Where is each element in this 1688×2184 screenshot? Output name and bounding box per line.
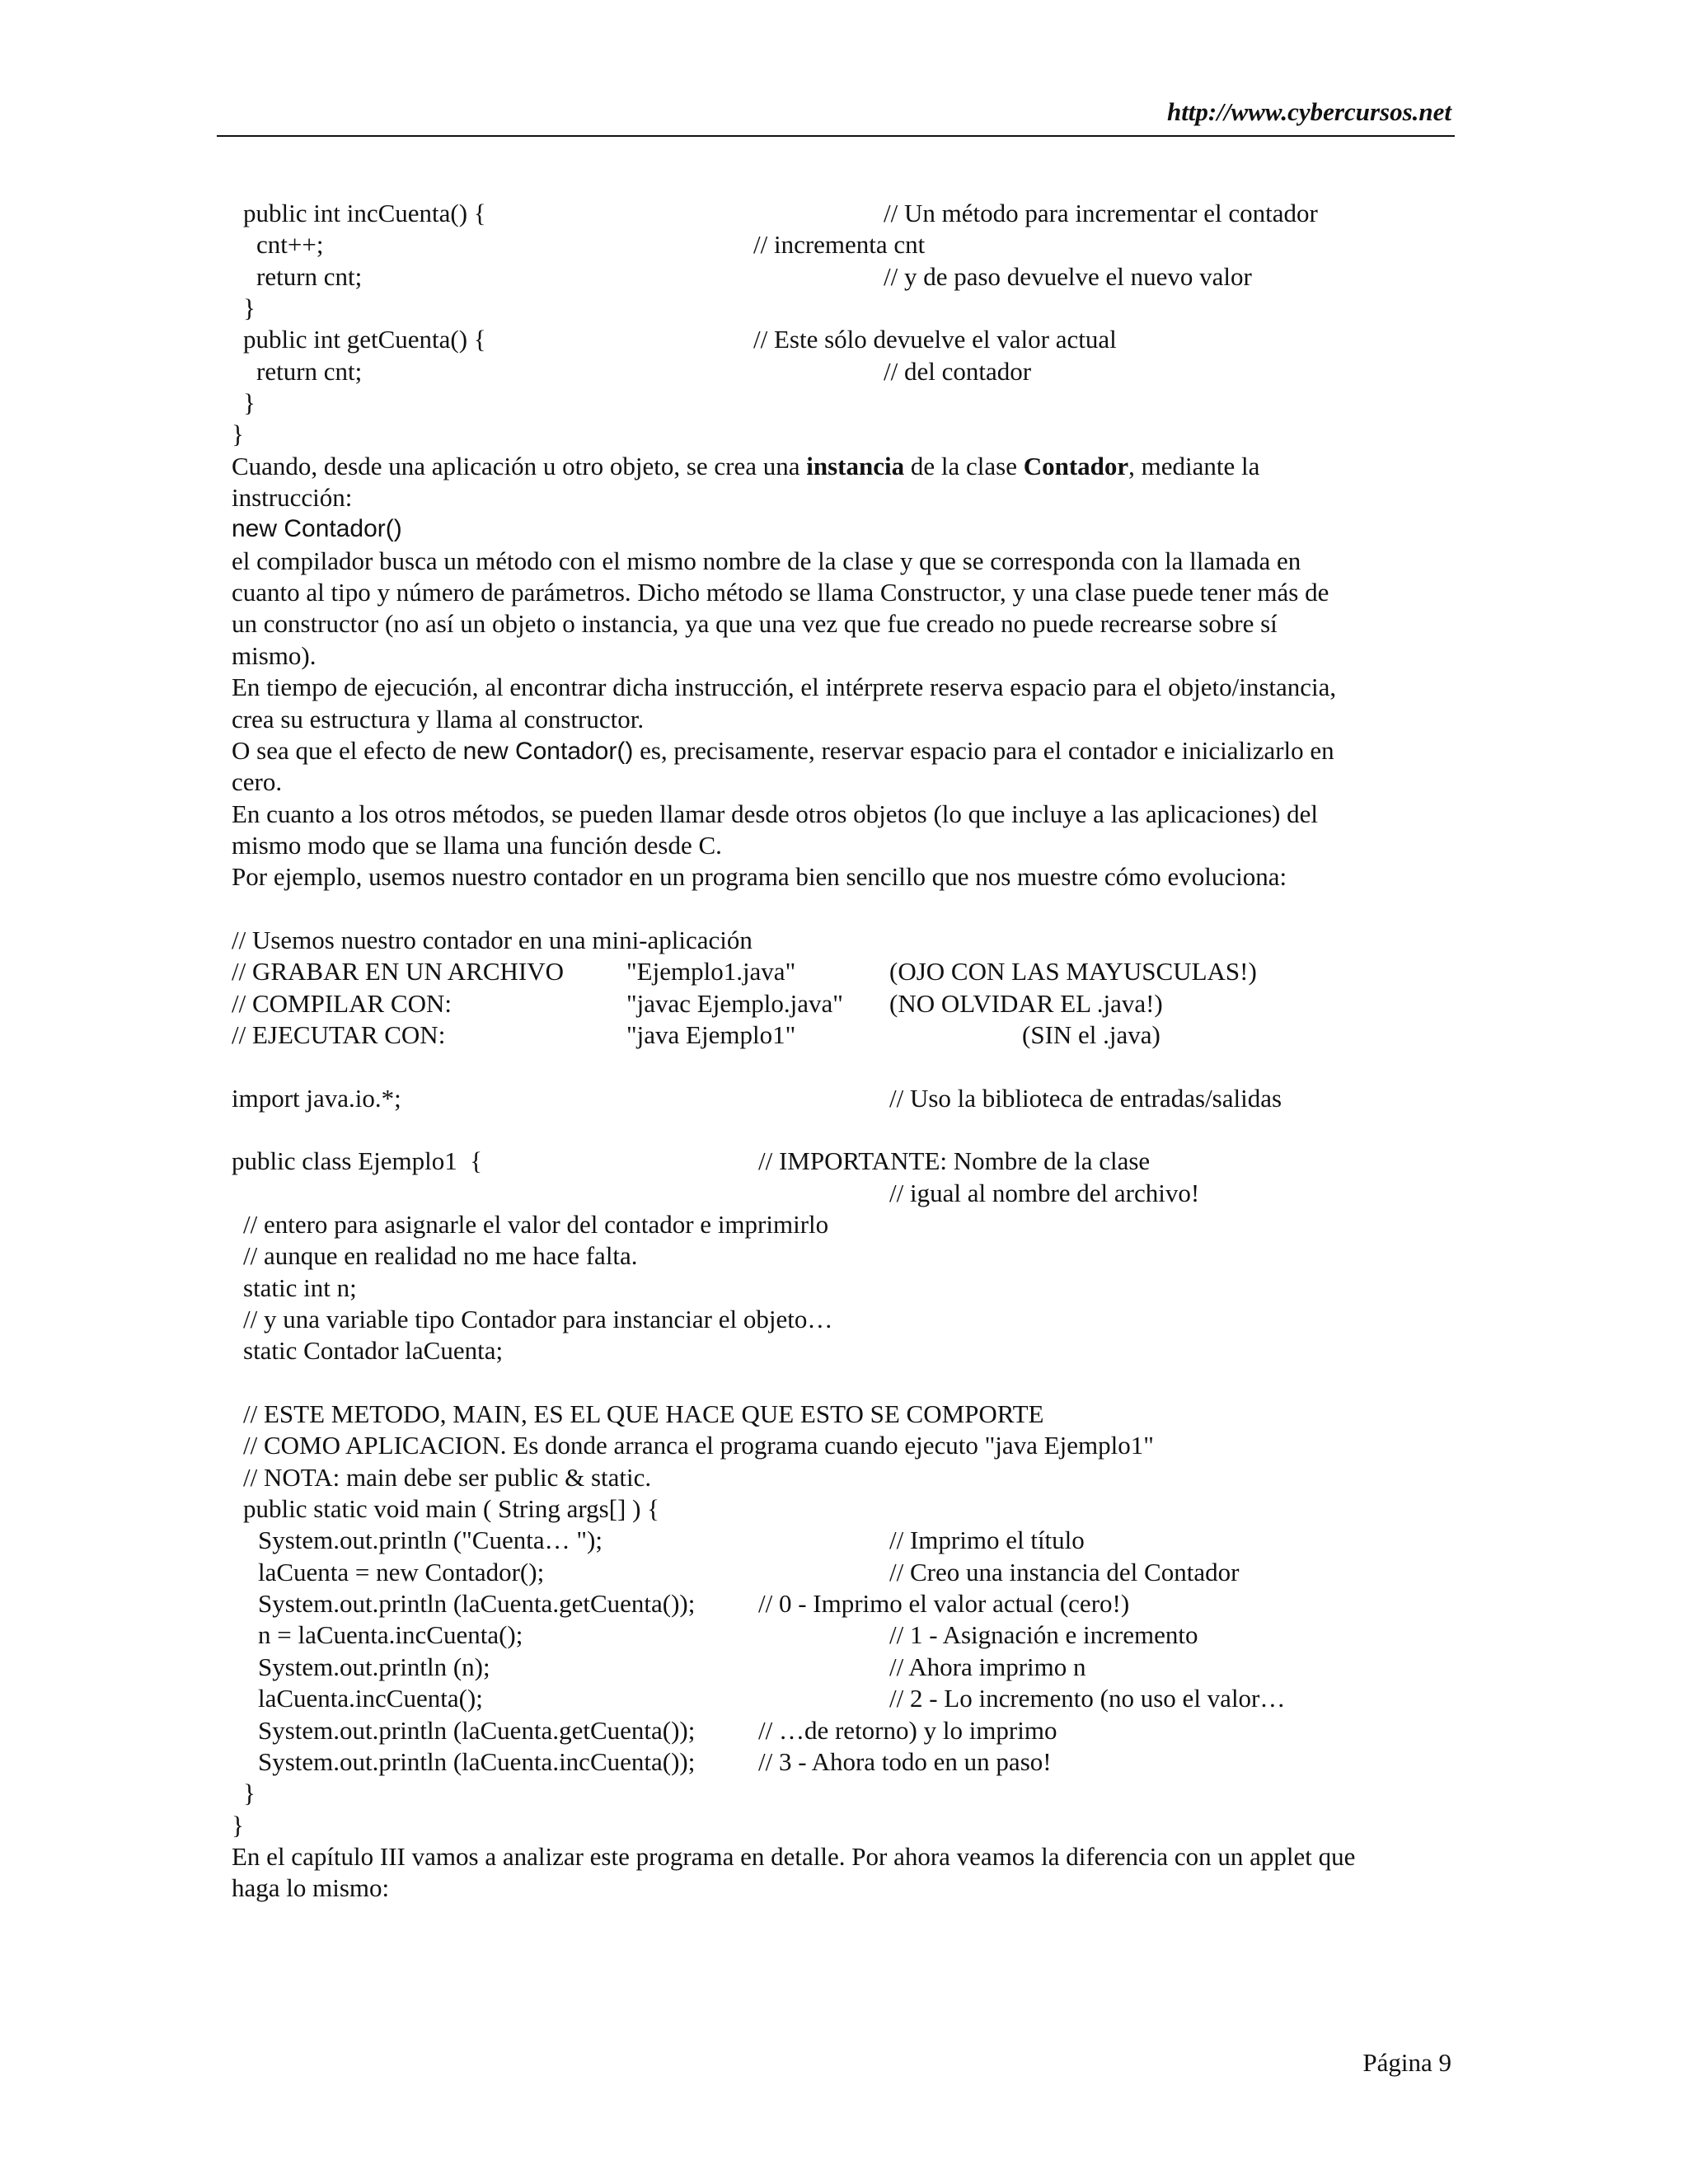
code-text: cnt++;: [256, 230, 324, 260]
code-text: System.out.println (laCuenta.getCuenta());: [258, 1715, 696, 1745]
code-comment: "java Ejemplo1": [626, 1019, 796, 1049]
paragraph-text: Por ejemplo, usemos nuestro contador en un programa bien sencillo que nos muestre cómo evoluciona:: [232, 862, 1287, 892]
code-line: [0, 1019, 1688, 1051]
code-line: [0, 419, 1688, 450]
code-line: [0, 1304, 1688, 1335]
code-text: public int incCuenta() {: [243, 199, 486, 227]
paragraph-line: [0, 640, 1688, 672]
paragraph-line: [0, 546, 1688, 577]
paragraph-text: En el capítulo III vamos a analizar este programa en detalle. Por ahora veamos la diferencia con un applet que: [232, 1841, 1356, 1871]
header-url: http://www.cybercursos.net: [1166, 97, 1451, 126]
code-comment: // igual al nombre del archivo!: [889, 1178, 1200, 1207]
code-comment: // Un método para incrementar el contador: [884, 199, 1318, 227]
code-comment: // Usemos nuestro contador en una mini-aplicación: [232, 925, 753, 954]
code-comment: // ESTE METODO, MAIN, ES EL QUE HACE QUE ESTO SE COMPORTE: [243, 1399, 1044, 1429]
code-line: [0, 1557, 1688, 1588]
code-line: [0, 1399, 1688, 1430]
paragraph-line: [0, 766, 1688, 798]
code-text: public class Ejemplo1 {: [232, 1146, 483, 1176]
code-comment: // 3 - Ahora todo en un paso!: [758, 1746, 1052, 1776]
paragraph-line: [0, 672, 1688, 703]
code-text: }: [243, 293, 256, 323]
code-text: System.out.println (n);: [258, 1652, 490, 1681]
code-line: [0, 387, 1688, 419]
code-comment: // 0 - Imprimo el valor actual (cero!): [758, 1589, 1130, 1619]
code-text: static Contador laCuenta;: [243, 1336, 504, 1366]
paragraph-line: [0, 482, 1688, 513]
bold-term: instancia: [806, 451, 905, 480]
page-number: Página 9: [1362, 2048, 1451, 2077]
code-text: }: [243, 1779, 256, 1808]
code-line: [0, 1335, 1688, 1366]
code-comment: // entero para asignarle el valor del contador e imprimirlo: [243, 1210, 829, 1239]
code-comment: // y una variable tipo Contador para instanciar el objeto…: [243, 1305, 833, 1334]
code-line: [0, 198, 1688, 229]
code-comment: // Imprimo el título: [889, 1526, 1085, 1555]
code-line: [0, 1146, 1688, 1177]
code-line: [0, 324, 1688, 355]
code-comment: // del contador: [884, 356, 1032, 386]
code-line: [0, 1209, 1688, 1240]
code-line: [0, 1619, 1688, 1651]
paragraph-line: [0, 799, 1688, 830]
code-line: [0, 1746, 1688, 1778]
code-text: }: [232, 1810, 244, 1840]
paragraph-line: [0, 1872, 1688, 1904]
paragraph-text: Cuando, desde una aplicación u otro objeto, se crea una instancia de la clase Contador, mediante la: [232, 451, 1260, 480]
code-line: [0, 1493, 1688, 1525]
code-comment: // GRABAR EN UN ARCHIVO: [232, 957, 565, 987]
code-text: return cnt;: [256, 261, 363, 291]
code-line: [0, 1715, 1688, 1746]
code-comment: // aunque en realidad no me hace falta.: [243, 1241, 638, 1271]
code-comment: // 1 - Asignación e incremento: [889, 1620, 1198, 1650]
code-line: [0, 1240, 1688, 1272]
paragraph-text: En cuanto a los otros métodos, se pueden llamar desde otros objetos (lo que incluye a las aplicaciones) del: [232, 799, 1318, 828]
code-text: return cnt;: [256, 356, 363, 386]
code-text: public static void main ( String args[] ) {: [243, 1494, 660, 1524]
code-text: }: [232, 419, 244, 449]
code-text: static int n;: [243, 1272, 357, 1302]
inline-code: new Contador(): [232, 515, 402, 543]
code-comment: // EJECUTAR CON:: [232, 1019, 446, 1049]
paragraph-line: [0, 735, 1688, 766]
code-text: System.out.println ("Cuenta… ");: [258, 1526, 603, 1555]
blank-line: [0, 1051, 1688, 1082]
code-inline-line: [0, 513, 1688, 545]
inline-code: new Contador(): [462, 737, 634, 765]
paragraph-text: O sea que el efecto de new Contador() es, precisamente, reservar espacio para el contador e inicializarlo en: [232, 735, 1334, 765]
code-comment: // Creo una instancia del Contador: [889, 1557, 1240, 1586]
code-line: [0, 1083, 1688, 1114]
code-line: [0, 261, 1688, 293]
code-line: [0, 1683, 1688, 1714]
code-line: [0, 1652, 1688, 1683]
paragraph-line: [0, 577, 1688, 608]
paragraph-text: mismo).: [232, 640, 316, 670]
paragraph-text: el compilador busca un método con el mismo nombre de la clase y que se corresponda con la llamada en: [232, 546, 1301, 575]
code-comment: (SIN el .java): [1022, 1019, 1160, 1049]
paragraph-text: un constructor (no así un objeto o instancia, ya que una vez que fue creado no puede recrearse sobre sí: [232, 609, 1278, 639]
code-comment: (OJO CON LAS MAYUSCULAS!): [889, 957, 1257, 987]
code-line: [0, 988, 1688, 1019]
bold-term: Contador: [1023, 451, 1129, 480]
code-comment: // y de paso devuelve el nuevo valor: [884, 261, 1252, 291]
code-comment: // Este sólo devuelve el valor actual: [753, 325, 1117, 354]
code-text: laCuenta.incCuenta();: [258, 1684, 483, 1713]
header-rule: [217, 135, 1455, 137]
code-comment: "javac Ejemplo.java": [626, 988, 843, 1018]
paragraph-text: cero.: [232, 767, 283, 797]
code-line: [0, 1525, 1688, 1556]
code-line: [0, 1778, 1688, 1809]
code-text: System.out.println (laCuenta.incCuenta());: [258, 1746, 696, 1776]
code-comment: // IMPORTANTE: Nombre de la clase: [758, 1146, 1151, 1176]
paragraph-text: En tiempo de ejecución, al encontrar dicha instrucción, el intérprete reserva espacio para el objeto/instancia,: [232, 673, 1337, 702]
paragraph-text: cuanto al tipo y número de parámetros. Dicho método se llama Constructor, y una clase puede tener más de: [232, 578, 1329, 607]
code-comment: // Ahora imprimo n: [889, 1652, 1086, 1681]
code-comment: "Ejemplo1.java": [626, 957, 796, 987]
code-comment: // 2 - Lo incremento (no uso el valor…: [889, 1684, 1286, 1713]
code-line: [0, 293, 1688, 324]
blank-line: [0, 893, 1688, 925]
code-text: System.out.println (laCuenta.getCuenta());: [258, 1589, 696, 1619]
code-line: [0, 1462, 1688, 1493]
paragraph-line: [0, 830, 1688, 861]
code-line: [0, 1810, 1688, 1841]
paragraph-text: crea su estructura y llama al constructor.: [232, 704, 645, 733]
paragraph-text: haga lo mismo:: [232, 1873, 390, 1903]
code-comment: // NOTA: main debe ser public & static.: [243, 1462, 652, 1492]
code-comment: // …de retorno) y lo imprimo: [758, 1715, 1057, 1745]
paragraph-line: [0, 1841, 1688, 1872]
code-text: }: [243, 388, 256, 418]
code-line: [0, 1178, 1688, 1209]
paragraph-line: [0, 861, 1688, 893]
paragraph-text: instrucción:: [232, 483, 353, 513]
code-comment: // COMO APLICACION. Es donde arranca el programa cuando ejecuto "java Ejemplo1": [243, 1431, 1154, 1460]
blank-line: [0, 1114, 1688, 1146]
paragraph-line: [0, 451, 1688, 482]
paragraph-line: [0, 608, 1688, 640]
code-line: [0, 1272, 1688, 1304]
code-comment: (NO OLVIDAR EL .java!): [889, 988, 1163, 1018]
code-line: [0, 229, 1688, 260]
code-line: [0, 956, 1688, 987]
code-text: n = laCuenta.incCuenta();: [258, 1620, 523, 1650]
code-line: [0, 1430, 1688, 1461]
code-text: import java.io.*;: [232, 1083, 401, 1113]
code-line: [0, 356, 1688, 387]
code-text: public int getCuenta() {: [243, 325, 486, 354]
code-line: [0, 925, 1688, 956]
paragraph-line: [0, 704, 1688, 735]
code-comment: // Uso la biblioteca de entradas/salidas: [889, 1083, 1282, 1113]
paragraph-text: mismo modo que se llama una función desde C.: [232, 830, 722, 860]
code-comment: // COMPILAR CON:: [232, 988, 452, 1018]
page-content: [0, 198, 1688, 1905]
code-text: laCuenta = new Contador();: [258, 1557, 545, 1586]
code-line: [0, 1588, 1688, 1619]
code-comment: // incrementa cnt: [753, 230, 926, 260]
blank-line: [0, 1367, 1688, 1399]
